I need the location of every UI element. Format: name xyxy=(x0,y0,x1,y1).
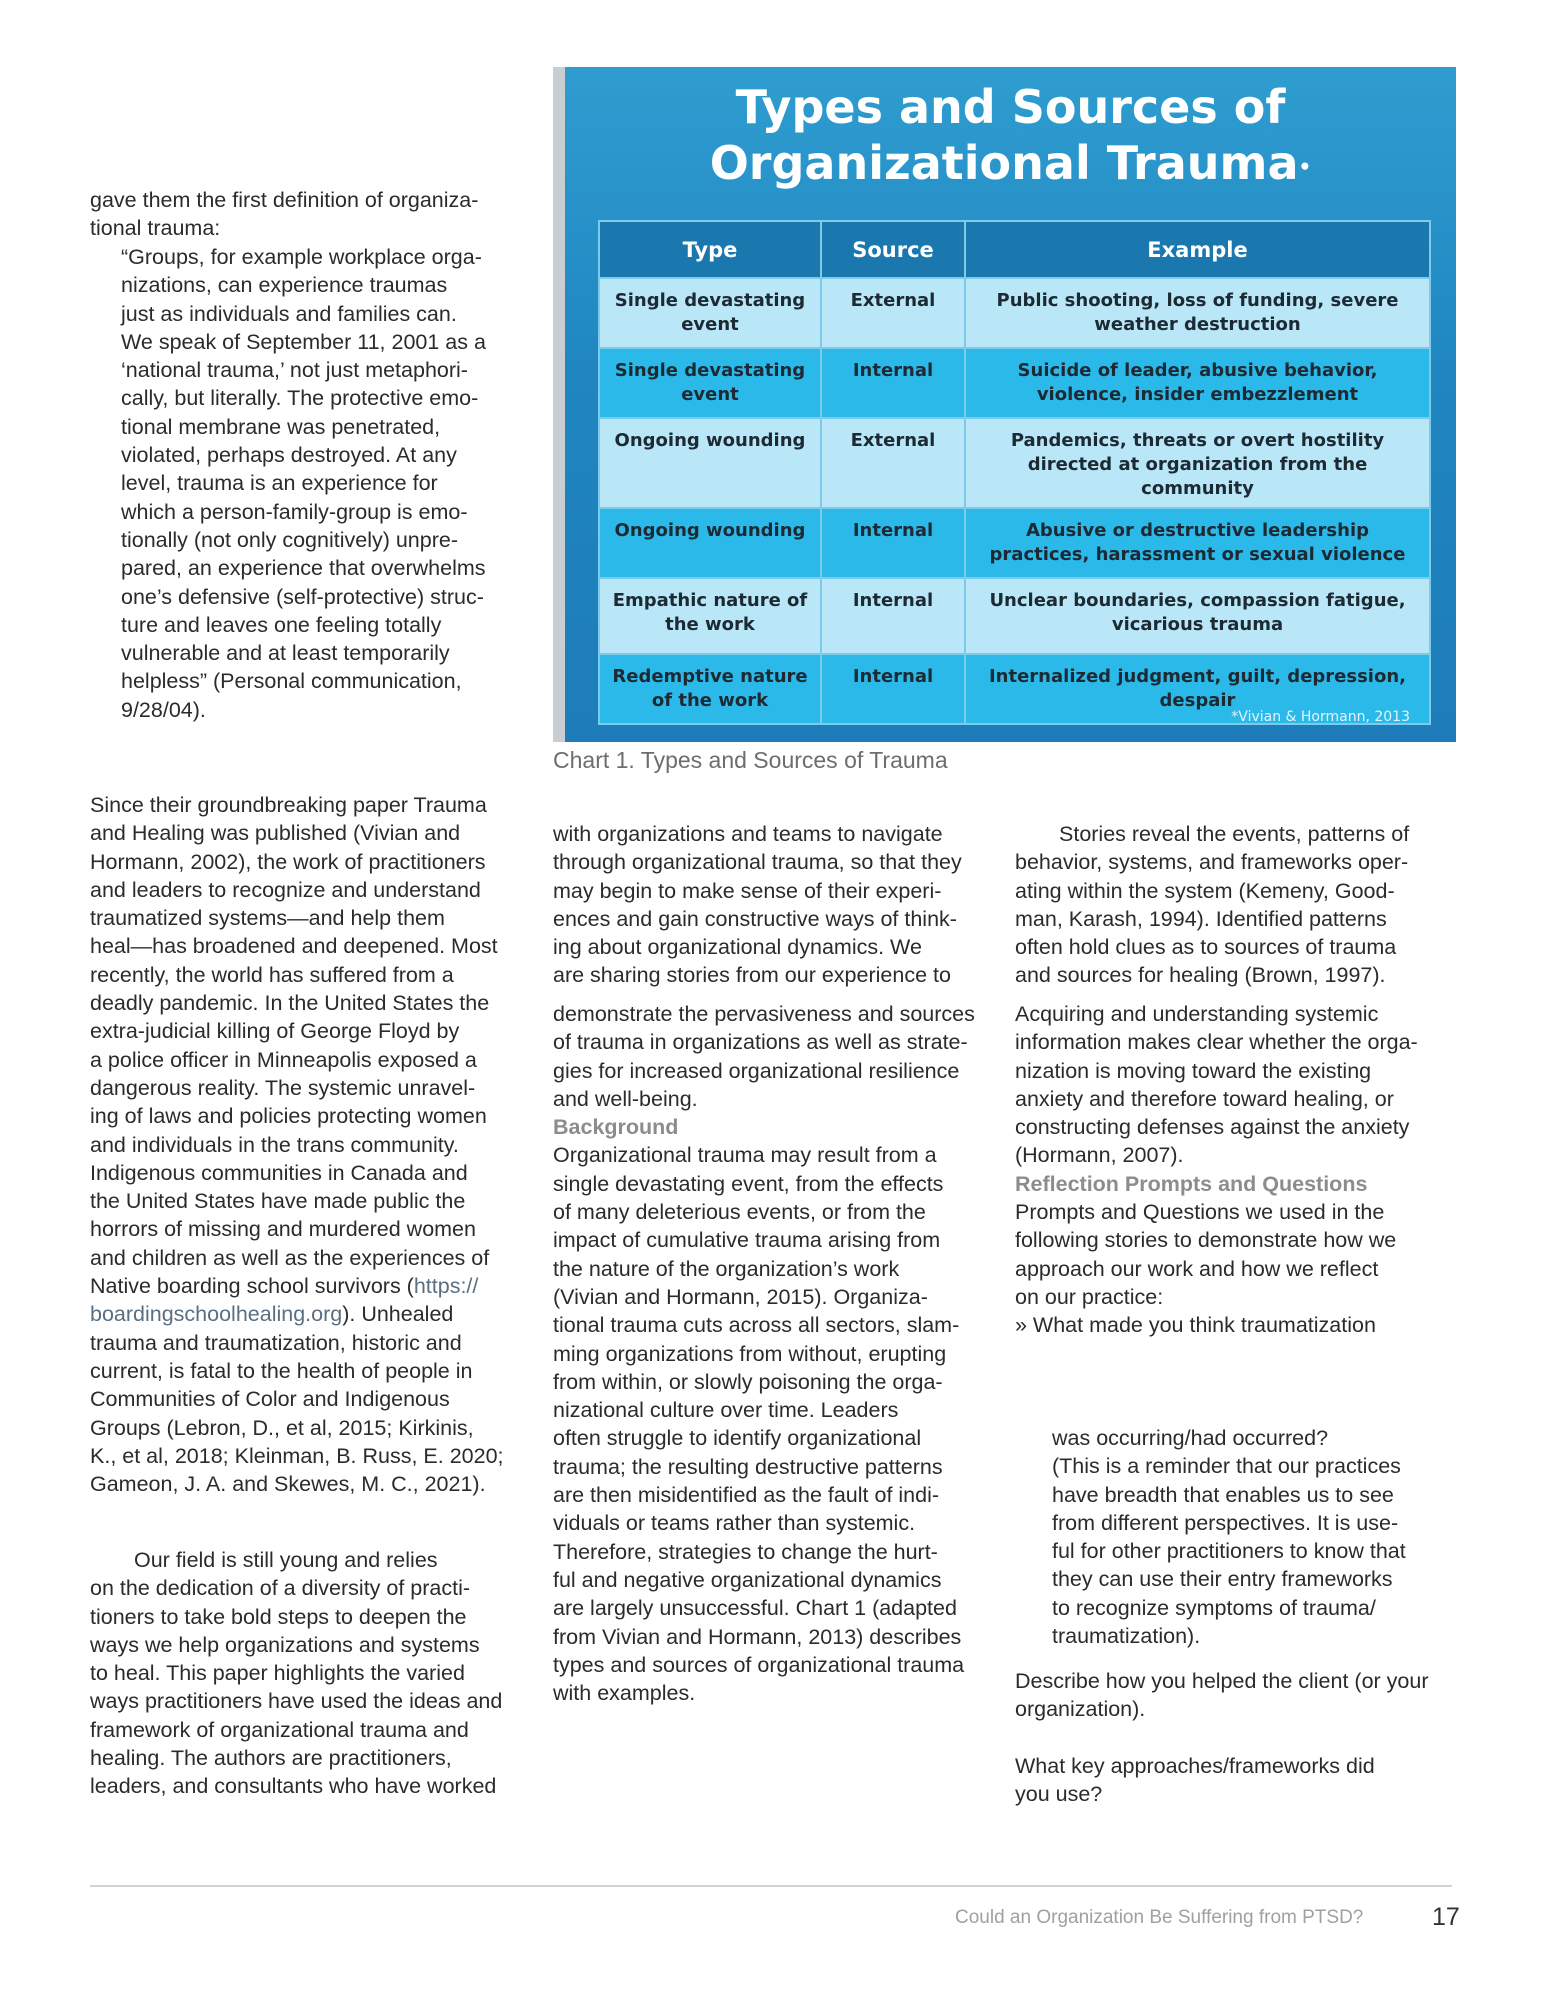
quote-line: level, trauma is an experience for xyxy=(121,471,438,496)
col1-intro xyxy=(90,186,510,243)
col3-reflection-cont xyxy=(1052,1424,1462,1650)
col3-lines xyxy=(1015,820,1455,990)
body-line: are largely unsuccessful. Chart 1 (adapted xyxy=(553,1596,957,1621)
chart-title-line-2 xyxy=(565,135,1456,195)
chart-caption: Chart 1. Types and Sources of Trauma xyxy=(553,747,948,773)
body-line: ways we help organizations and systems xyxy=(90,1632,480,1657)
body-line: types and sources of organizational trauma xyxy=(553,1652,965,1677)
quote-line: cally, but literally. The protective emo- xyxy=(121,386,479,411)
body-line: following stories to demonstrate how we xyxy=(1015,1228,1397,1253)
header-example: Example xyxy=(965,221,1430,278)
quote-line: helpless” (Personal communication, xyxy=(121,669,462,694)
cell-example: Suicide of leader, abusive behavior, violence, insider embezzlement xyxy=(965,348,1430,418)
body-line: Stories reveal the events, patterns of xyxy=(1059,822,1410,846)
body-line: trauma; the resulting destructive patterns xyxy=(553,1454,943,1479)
body-line: nizational culture over time. Leaders xyxy=(553,1398,899,1423)
body-line: and children as well as the experiences of xyxy=(90,1245,490,1270)
body-line: from within, or slowly poisoning the orga- xyxy=(553,1369,943,1394)
col1-paragraph-3 xyxy=(90,1546,540,1801)
cell-example: Unclear boundaries, compassion fatigue, vicarious trauma xyxy=(965,578,1430,654)
col2-lines-a xyxy=(553,820,1013,990)
body-line: from Vivian and Hormann, 2013) describes xyxy=(553,1624,962,1649)
body-line: What key approaches/frameworks did xyxy=(1015,1754,1375,1778)
quote-line: 9/28/04). xyxy=(121,697,206,722)
chart-image xyxy=(553,67,1456,742)
body-line: Groups (Lebron, D., et al, 2015; Kirkinis, xyxy=(90,1415,474,1440)
quote-line: ture and leaves one feeling totally xyxy=(121,612,442,637)
quote-line: We speak of September 11, 2001 as a xyxy=(121,329,486,354)
cell-example: Abusive or destructive leadership practices, harassment or sexual violence xyxy=(965,508,1430,578)
quote-line: tionally (not only cognitively) unpre- xyxy=(121,527,458,552)
body-line: information makes clear whether the orga- xyxy=(1015,1030,1418,1055)
body-line: and individuals in the trans community. xyxy=(90,1132,459,1157)
body-line: ing of laws and policies protecting women xyxy=(90,1104,487,1129)
body-line: gies for increased organizational resilience xyxy=(553,1058,960,1083)
body-line: have breadth that enables us to see xyxy=(1052,1482,1394,1507)
reflection-heading: Reflection Prompts and Questions xyxy=(1015,1171,1368,1196)
cell-example: Internalized judgment, guilt, depression, despair xyxy=(965,654,1430,724)
body-line: may begin to make sense of their experi- xyxy=(553,878,942,903)
body-line: ways practitioners have used the ideas and xyxy=(90,1689,503,1714)
body-line: a police officer in Minneapolis exposed a xyxy=(90,1047,477,1072)
body-line: framework of organizational trauma and xyxy=(90,1717,469,1742)
boarding-school-link[interactable]: https:// xyxy=(413,1274,479,1299)
body-line: the United States have made public the xyxy=(90,1189,466,1214)
body-line: from different perspectives. It is use- xyxy=(1052,1510,1399,1535)
quote-line: “Groups, for example workplace orga- xyxy=(121,245,482,269)
quote-line: nizations, can experience traumas xyxy=(121,273,448,298)
cell-source: External xyxy=(821,278,965,348)
body-line: on our practice: xyxy=(1015,1284,1164,1309)
body-line: tioners to take bold steps to deepen the xyxy=(90,1604,467,1629)
body-line: trauma and traumatization, historic and xyxy=(90,1330,462,1355)
footer-rule xyxy=(90,1885,1452,1887)
page-number: 17 xyxy=(1432,1903,1460,1931)
col1-paragraph-2 xyxy=(90,791,530,1498)
body-line: Prompts and Questions we used in the xyxy=(1015,1200,1385,1225)
body-line: man, Karash, 1994). Identified patterns xyxy=(1015,906,1387,931)
body-line xyxy=(90,1272,530,1300)
quote-line: tional membrane was penetrated, xyxy=(121,414,441,439)
running-head: Could an Organization Be Suffering from PTSD? xyxy=(955,1907,1364,1928)
body-line: often hold clues as to sources of trauma xyxy=(1015,935,1397,960)
body-line: and sources for healing (Brown, 1997). xyxy=(1015,963,1386,988)
quote-line: pared, an experience that overwhelms xyxy=(121,556,486,581)
body-line: and leaders to recognize and understand xyxy=(90,877,481,902)
body-line: traumatization). xyxy=(1052,1624,1201,1649)
body-line: healing. The authors are practitioners, xyxy=(90,1746,452,1771)
body-line: ming organizations from without, erupting xyxy=(553,1341,947,1366)
cell-type: Single devastating event xyxy=(599,278,821,348)
body-line: nization is moving toward the existing xyxy=(1015,1058,1372,1083)
body-line: Describe how you helped the client (or your xyxy=(1015,1669,1429,1693)
body-line: through organizational trauma, so that they xyxy=(553,850,962,875)
body-line: often struggle to identify organizational xyxy=(553,1426,922,1451)
table-row xyxy=(599,278,1430,348)
body-line: the nature of the organization’s work xyxy=(553,1256,900,1281)
body-line: of many deleterious events, or from the xyxy=(553,1200,926,1225)
body-line: ful for other practitioners to know that xyxy=(1052,1539,1406,1564)
cell-type: Single devastating event xyxy=(599,348,821,418)
col3-reflection xyxy=(1015,1000,1455,1340)
body-line: are then misidentified as the fault of indi- xyxy=(553,1483,940,1508)
cell-example: Public shooting, loss of funding, severe weather destruction xyxy=(965,278,1430,348)
col2-background xyxy=(553,1000,1013,1707)
table-header-row xyxy=(599,221,1430,278)
body-line: (Hormann, 2007). xyxy=(1015,1143,1184,1168)
body-line: ences and gain constructive ways of think- xyxy=(553,906,957,931)
body-line: ating within the system (Kemeny, Good- xyxy=(1015,878,1395,903)
cell-type: Redemptive nature of the work xyxy=(599,654,821,724)
body-line: on the dedication of a diversity of practi- xyxy=(90,1576,471,1601)
body-line: with organizations and teams to navigate xyxy=(553,822,943,846)
quote-line: just as individuals and families can. xyxy=(121,301,457,326)
body-line: ful and negative organizational dynamics xyxy=(553,1567,942,1592)
table-row xyxy=(599,508,1430,578)
quote-line: which a person-family-group is emo- xyxy=(121,499,468,524)
chart-title-line-1: Types and Sources of xyxy=(735,80,1286,134)
body-line: dangerous reality. The systemic unravel- xyxy=(90,1075,476,1100)
cell-source: Internal xyxy=(821,508,965,578)
chart-title-mark: • xyxy=(1298,154,1312,179)
cell-type: Ongoing wounding xyxy=(599,418,821,508)
body-line: horrors of missing and murdered women xyxy=(90,1217,476,1242)
body-text: ). Unhealed xyxy=(342,1302,454,1327)
body-line: Hormann, 2002), the work of practitioners xyxy=(90,849,486,874)
body-line: and well-being. xyxy=(553,1086,698,1111)
cell-source: Internal xyxy=(821,348,965,418)
body-line: ing about organizational dynamics. We xyxy=(553,935,922,960)
header-type: Type xyxy=(599,221,821,278)
body-line: viduals or teams rather than systemic. xyxy=(553,1511,916,1536)
cell-type: Empathic nature of the work xyxy=(599,578,821,654)
body-line: Organizational trauma may result from a xyxy=(553,1143,937,1168)
body-line: Therefore, strategies to change the hurt- xyxy=(553,1539,938,1564)
table-row xyxy=(599,348,1430,418)
quote-line: violated, perhaps destroyed. At any xyxy=(121,443,457,468)
body-line: organization). xyxy=(1015,1697,1146,1722)
body-line: Gameon, J. A. and Skewes, M. C., 2021). xyxy=(90,1472,486,1497)
quote-line: one’s defensive (self-protective) struc- xyxy=(121,584,484,609)
cell-source: External xyxy=(821,418,965,508)
trauma-types-table xyxy=(598,220,1431,725)
chart-title-text: Organizational Trauma xyxy=(709,136,1299,190)
background-heading: Background xyxy=(553,1115,679,1140)
chart-title xyxy=(565,79,1456,195)
body-line: you use? xyxy=(1015,1782,1103,1807)
body-line: (This is a reminder that our practices xyxy=(1052,1454,1401,1479)
body-line: K., et al, 2018; Kleinman, B. Russ, E. 2020; xyxy=(90,1443,504,1468)
body-line: constructing defenses against the anxiety xyxy=(1015,1115,1410,1140)
col3-describe xyxy=(1015,1667,1455,1724)
body-line: single devastating event, from the effects xyxy=(553,1171,944,1196)
body-line: leaders, and consultants who have worked xyxy=(90,1774,497,1799)
block-quote xyxy=(90,243,551,724)
quote-line: ‘national trauma,’ not just metaphori- xyxy=(121,358,468,383)
body-line: Since their groundbreaking paper Trauma xyxy=(90,793,487,817)
cell-type: Ongoing wounding xyxy=(599,508,821,578)
body-line xyxy=(90,1300,530,1328)
cell-source: Internal xyxy=(821,578,965,654)
body-line: demonstrate the pervasiveness and sources xyxy=(553,1002,975,1026)
col1-intro-line: tional trauma: xyxy=(90,216,221,241)
body-line: Communities of Color and Indigenous xyxy=(90,1387,450,1412)
body-line: recently, the world has suffered from a xyxy=(90,962,454,987)
body-line: to heal. This paper highlights the varied xyxy=(90,1661,465,1686)
body-line: was occurring/had occurred? xyxy=(1052,1426,1329,1450)
body-line: anxiety and therefore toward healing, or xyxy=(1015,1086,1394,1111)
body-line: deadly pandemic. In the United States the xyxy=(90,991,490,1016)
body-line: impact of cumulative trauma arising from xyxy=(553,1228,941,1253)
boarding-school-link-cont[interactable]: boardingschoolhealing.org xyxy=(90,1302,343,1327)
body-line: Indigenous communities in Canada and xyxy=(90,1160,468,1185)
body-text: Native boarding school survivors ( xyxy=(90,1274,414,1299)
chart-credit: *Vivian & Hormann, 2013 xyxy=(1231,709,1410,725)
body-line: tional trauma cuts across all sectors, slam- xyxy=(553,1313,960,1338)
body-line: are sharing stories from our experience to xyxy=(553,963,951,988)
body-line: current, is fatal to the health of people in xyxy=(90,1358,473,1383)
body-line: with examples. xyxy=(553,1681,696,1706)
body-line: Our field is still young and relies xyxy=(134,1548,438,1572)
body-line: and Healing was published (Vivian and xyxy=(90,821,461,846)
body-line: heal—has broadened and deepened. Most xyxy=(90,934,498,959)
body-line: traumatized systems—and help them xyxy=(90,906,445,931)
body-line: behavior, systems, and frameworks oper- xyxy=(1015,850,1409,875)
quote-line: vulnerable and at least temporarily xyxy=(121,641,450,666)
table-row xyxy=(599,578,1430,654)
header-source: Source xyxy=(821,221,965,278)
col3-approaches xyxy=(1015,1752,1455,1809)
body-line: extra-judicial killing of George Floyd by xyxy=(90,1019,460,1044)
body-line: to recognize symptoms of trauma/ xyxy=(1052,1595,1376,1620)
body-line: they can use their entry frameworks xyxy=(1052,1567,1393,1592)
bullet-line: » What made you think traumatization xyxy=(1015,1313,1376,1338)
body-line: (Vivian and Hormann, 2015). Organiza- xyxy=(553,1284,928,1309)
cell-example: Pandemics, threats or overt hostility directed at organization from the community xyxy=(965,418,1430,508)
table-row xyxy=(599,418,1430,508)
cell-source: Internal xyxy=(821,654,965,724)
body-line: approach our work and how we reflect xyxy=(1015,1256,1379,1281)
body-line: of trauma in organizations as well as strate- xyxy=(553,1030,968,1055)
col1-intro-line: gave them the first definition of organiza- xyxy=(90,188,479,212)
body-line: Acquiring and understanding systemic xyxy=(1015,1002,1379,1026)
